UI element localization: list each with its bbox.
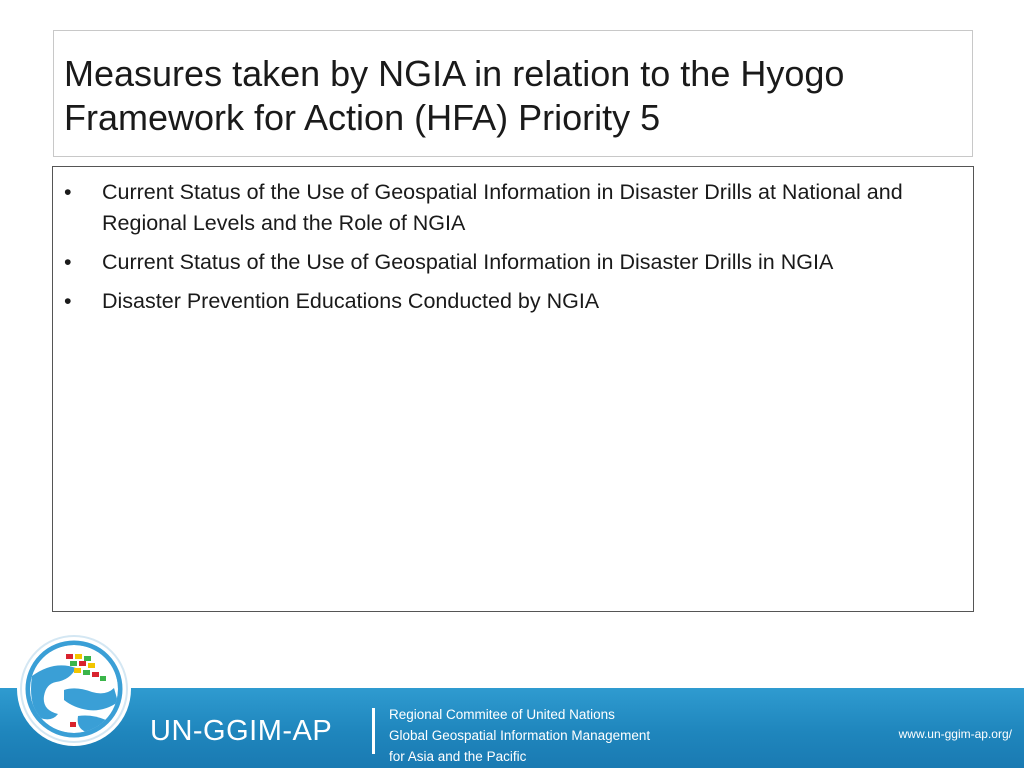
- logo-tile-green: [100, 676, 106, 681]
- footer-divider: [372, 708, 375, 754]
- logo-tile-red: [66, 654, 73, 659]
- footer-brand: UN-GGIM-AP: [150, 715, 333, 747]
- bullet-item: [53, 177, 953, 239]
- logo-tile-green: [70, 661, 77, 666]
- footer-org-line: Global Geospatial Information Management: [389, 728, 651, 743]
- footer-org-line: Regional Commitee of United Nations: [389, 707, 615, 722]
- bullet-text: Current Status of the Use of Geospatial Information in Disaster Drills at National and Regional Levels and the Role of NGIA: [102, 180, 903, 235]
- un-ggim-ap-logo-icon: [14, 630, 134, 748]
- bullet-marker: •: [64, 180, 72, 204]
- bullet-marker: •: [64, 250, 72, 274]
- logo-tile-red: [79, 661, 86, 666]
- bullet-item: [53, 286, 953, 317]
- logo-tile-red: [92, 672, 99, 677]
- footer-band: [0, 688, 1024, 768]
- logo-globe: [30, 645, 118, 733]
- logo-tile-green: [84, 656, 91, 661]
- footer-organization: [389, 704, 650, 767]
- bullet-text: Disaster Prevention Educations Conducted by NGIA: [102, 289, 600, 313]
- bullet-marker: •: [64, 289, 72, 313]
- bullet-item: [53, 247, 953, 278]
- bullet-list: [53, 177, 953, 325]
- footer-org-line: for Asia and the Pacific: [389, 749, 527, 764]
- slide-title: Measures taken by NGIA in relation to the Hyogo Framework for Action (HFA) Priority 5: [64, 53, 845, 138]
- logo-tile-red: [70, 722, 76, 727]
- logo-tile-yellow: [74, 668, 81, 673]
- logo-tile-yellow: [75, 654, 82, 659]
- content-placeholder: [52, 166, 974, 612]
- logo-tile-green: [83, 670, 90, 675]
- title-placeholder: [53, 30, 973, 157]
- logo-tile-yellow: [88, 663, 95, 668]
- footer-url: www.un-ggim-ap.org/: [898, 727, 1012, 741]
- bullet-text: Current Status of the Use of Geospatial Information in Disaster Drills in NGIA: [102, 250, 834, 274]
